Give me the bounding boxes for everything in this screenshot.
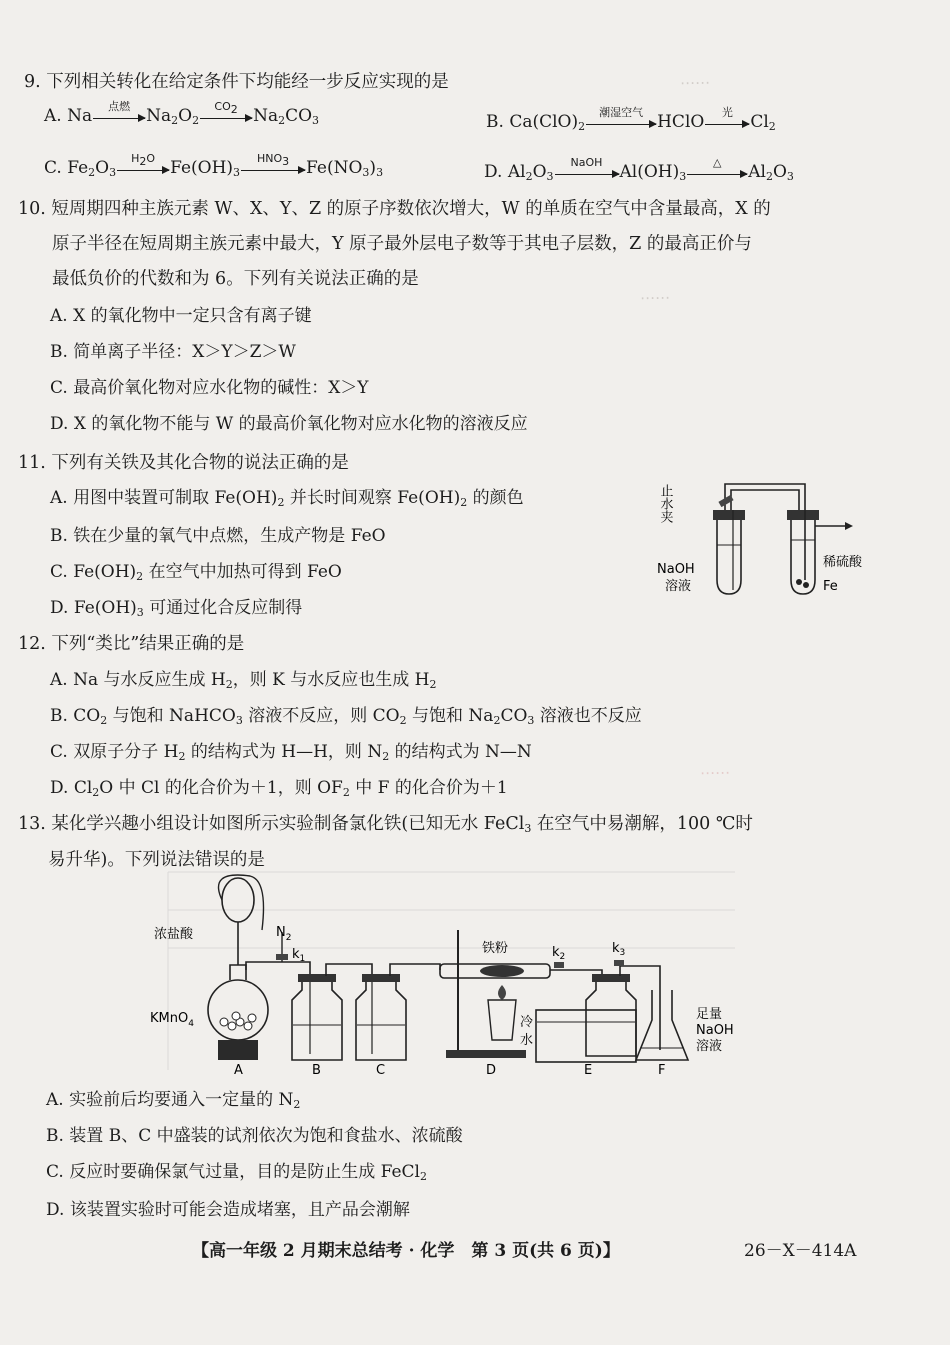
label-b: B <box>312 1063 321 1078</box>
excess-label: 足量 <box>696 1007 723 1022</box>
q13-option-b: B. 装置 B、C 中盛装的试剂依次为饱和食盐水、浓硫酸 <box>46 1126 463 1146</box>
n2-label: $N_2$ <box>276 925 292 943</box>
q12-option-d: D. $Cl_2O$ 中 Cl 的化合价为＋1，则 $OF_2$ 中 F 的化合价为＋1 <box>50 778 508 799</box>
q11-stem: 11. 下列有关铁及其化合物的说法正确的是 <box>18 453 349 473</box>
q9-stem: 9. 下列相关转化在给定条件下均能经一步反应实现的是 <box>24 72 449 92</box>
naoh-solution-label: 溶液 <box>665 579 692 594</box>
q11-option-d: D. $Fe(OH)_3$ 可通过化合反应制得 <box>50 598 303 619</box>
iron-powder-label: 铁粉 <box>482 941 509 956</box>
label-d: D <box>486 1063 497 1078</box>
q12-stem: 12. 下列“类比”结果正确的是 <box>18 634 245 654</box>
q10-option-a: A. X 的氧化物中一定只含有离子键 <box>50 306 312 326</box>
label-e: E <box>584 1063 593 1078</box>
q12-option-b: B. $CO_2$ 与饱和 NaHCO$_3$ 溶液不反应，则 $CO_2$ 与饱和 $Na_2CO_3$ 溶液也不反应 <box>50 706 642 727</box>
bottle-c <box>356 980 406 1060</box>
exam-code: 26－X－414A <box>744 1241 857 1261</box>
hcl-label: 浓盐酸 <box>154 927 194 942</box>
bottle-b <box>292 980 342 1060</box>
q11-option-b: B. 铁在少量的氧气中点燃，生成产物是 FeO <box>50 526 386 546</box>
q11-option-a: A. 用图中装置可制取 $Fe(OH)_2$ 并长时间观察 $Fe(OH)_2$ 的颜色 <box>50 488 524 509</box>
q13-line1: 13. 某化学兴趣小组设计如图所示实验制备氯化铁(已知无水 FeCl$_3$ 在空气中易潮解，100 ℃时 <box>18 814 753 835</box>
heater-block <box>218 1040 258 1060</box>
conical-flask-f <box>636 990 688 1060</box>
label-f: F <box>658 1063 666 1078</box>
solution-f-label: 溶液 <box>696 1039 723 1054</box>
naoh-label: NaOH <box>657 562 695 577</box>
q13-option-a: A. 实验前后均要通入一定量的 $N_2$ <box>46 1090 301 1111</box>
q9-option-c: C. $Fe_2O_3$ $H_2O$ $Fe(OH)_3$ $HNO_3$ $Fe(NO_3)_3$ <box>44 151 384 179</box>
q9-option-a: A. Na 点燃 $Na_2O_2$ $CO_2$ $Na_2CO_3$ <box>44 99 320 127</box>
separatory-funnel <box>222 878 254 922</box>
q10-option-c: C. 最高价氧化物对应水化物的碱性：X＞Y <box>50 378 369 398</box>
right-test-tube <box>791 518 815 594</box>
kmno4-label: KMnO$_4$ <box>150 1011 194 1029</box>
bottle-e <box>586 980 636 1056</box>
k3-label: $k_3$ <box>612 941 626 958</box>
q13-apparatus-figure <box>150 870 760 1080</box>
q10-option-d: D. X 的氧化物不能与 W 的最高价氧化物对应水化物的溶液反应 <box>50 414 528 434</box>
q10-line1: 10. 短周期四种主族元素 W、X、Y、Z 的原子序数依次增大，W 的单质在空气中含量最高，X 的 <box>18 199 771 219</box>
water-label: 水 <box>520 1033 534 1048</box>
cold-label: 冷 <box>520 1015 534 1030</box>
right-stopper <box>787 510 819 520</box>
left-stopper <box>713 510 745 520</box>
fe-label: Fe <box>823 579 838 594</box>
q10-line3: 最低负价的代数和为 6。下列有关说法正确的是 <box>52 269 419 289</box>
clamp-label: 止水夹 <box>657 484 673 523</box>
round-flask <box>208 980 268 1040</box>
q9-option-b: B. $Ca(ClO)_2$ 潮湿空气 HClO 光 $Cl_2$ <box>486 105 776 133</box>
valve-k2-icon <box>554 962 564 968</box>
q10-line2: 原子半径在短周期主族元素中最大，Y 原子最外层电子数等于其电子层数，Z 的最高正价与 <box>52 234 752 254</box>
left-test-tube <box>717 518 741 594</box>
q11-option-c: C. $Fe(OH)_2$ 在空气中加热可得到 FeO <box>50 562 342 583</box>
q10-option-b: B. 简单离子半径：X＞Y＞Z＞W <box>50 342 296 362</box>
bleed-text: …… <box>699 759 731 779</box>
label-c: C <box>376 1063 386 1078</box>
q13-option-d: D. 该装置实验时可能会造成堵塞，且产品会潮解 <box>46 1200 410 1220</box>
q13-option-c: C. 反应时要确保氯气过量，目的是防止生成 FeCl$_2$ <box>46 1162 427 1183</box>
stand-base <box>446 1050 526 1058</box>
k1-label: $k_1$ <box>292 947 306 964</box>
bleed-text: …… <box>639 284 671 304</box>
valve-k1-icon <box>276 954 288 960</box>
k2-label: $k_2$ <box>552 945 566 962</box>
q12-option-c: C. 双原子分子 $H_2$ 的结构式为 H—H，则 $N_2$ 的结构式为 N—N <box>50 742 532 763</box>
valve-k3-icon <box>614 960 624 966</box>
sulfuric-acid-label: 稀硫酸 <box>823 555 863 570</box>
bleed-text: …… <box>679 69 711 89</box>
page-footer: 【高一年级 2 月期末总结考 · 化学 第 3 页(共 6 页)】 <box>192 1241 620 1261</box>
naoh-f-label: NaOH <box>696 1023 734 1038</box>
q9-option-d: D. $Al_2O_3$ NaOH $Al(OH)_3$ △ $Al_2O_3$ <box>484 155 794 183</box>
q11-apparatus-figure <box>655 470 870 610</box>
q12-option-a: A. Na 与水反应生成 $H_2$，则 K 与水反应也生成 $H_2$ <box>50 670 437 691</box>
label-a: A <box>234 1063 243 1078</box>
alcohol-lamp <box>488 1000 516 1040</box>
q13-line2: 易升华)。下列说法错误的是 <box>48 850 265 870</box>
